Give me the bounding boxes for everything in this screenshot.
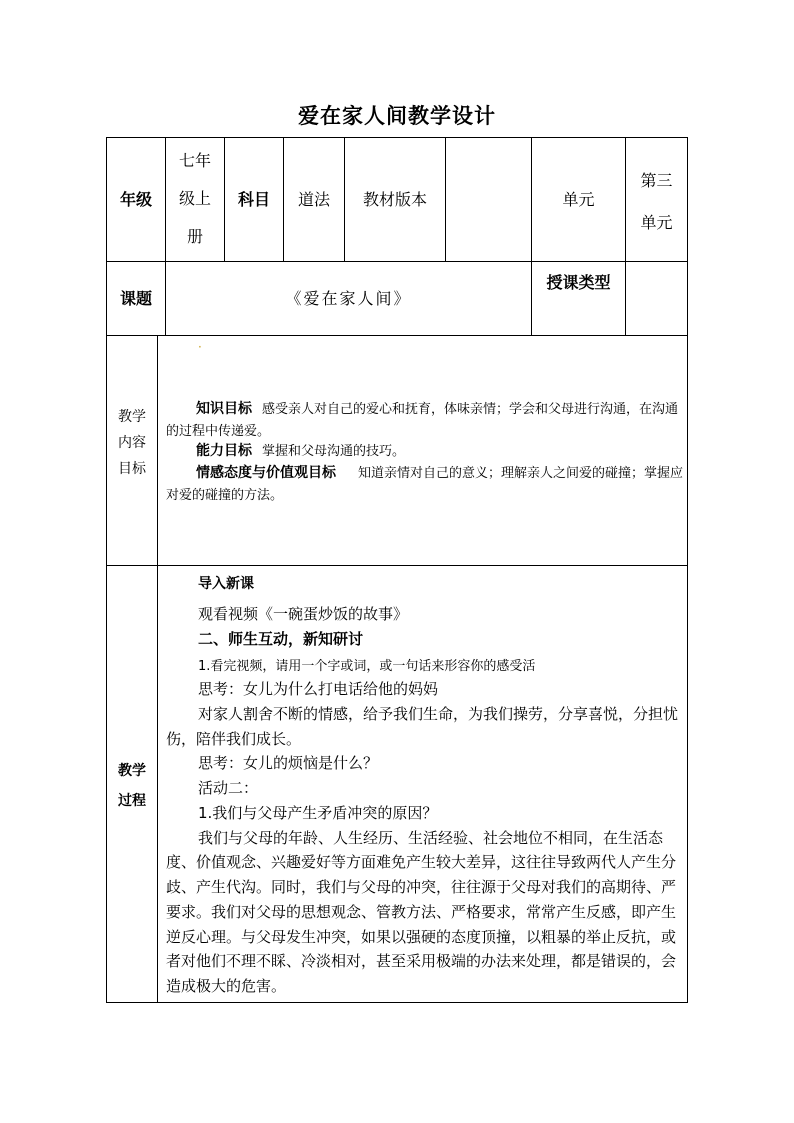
emotion-goal-text: 知道亲情对自己的意义；理解亲人之间爱的碰撞；掌握应对爱的碰撞的方法。: [166, 466, 684, 504]
subject-value: 道法: [297, 190, 330, 209]
document-title: 爱在家人间教学设计: [298, 104, 496, 128]
ability-goal-head: 能力目标: [196, 443, 252, 459]
process-label: 教学 过程: [118, 763, 146, 809]
emotion-goal: [166, 462, 684, 507]
process-content: [166, 573, 682, 999]
grade-value: 七年 级上 册: [178, 151, 211, 246]
process-line-think-two: 思考：女儿的烦恼是什么？: [198, 754, 379, 773]
knowledge-goal-text: 感受亲人对自己的爱心和抚育，体味亲情；学会和父母进行沟通，在沟通的过程中传递爱。: [166, 402, 679, 440]
lesson-type-label: 授课类型: [546, 273, 611, 292]
topic-label: 课题: [119, 289, 152, 308]
knowledge-goal: [166, 398, 684, 443]
grade-label: 年级: [119, 190, 152, 209]
process-line-family-feeling: 对家人割舍不断的情感，给予我们生命，为我们操劳，分享喜悦，分担忧伤，陪伴我们成长。: [166, 704, 679, 748]
ability-goal: [166, 440, 684, 463]
knowledge-goal-head: 知识目标: [196, 401, 252, 417]
textbook-label: 教材版本: [362, 190, 427, 209]
process-line-question-one: 1.看完视频，请用一个字或词，或一句话来形容你的感受活: [198, 658, 536, 674]
process-line-think-one: 思考：女儿为什么打电话给他的妈妈: [198, 680, 439, 699]
process-line-video: 观看视频《一碗蛋炒饭的故事》: [198, 605, 409, 624]
unit-label: 单元: [562, 190, 595, 209]
ability-goal-text: 掌握和父母沟通的技巧。: [262, 444, 406, 459]
process-line-intro: 导入新课: [198, 576, 254, 592]
process-line-activity-two: 活动二：: [198, 779, 259, 798]
emotion-goal-head: 情感态度与价值观目标: [196, 465, 336, 481]
bullet-marker: ·: [198, 340, 202, 354]
process-line-conflict-question: 1.我们与父母产生矛盾冲突的原因？: [198, 803, 438, 822]
process-line-section-two: 二、师生互动，新知研讨: [198, 629, 364, 648]
goals-label: 教学 内容 目标: [118, 409, 146, 477]
subject-label: 科目: [237, 190, 270, 209]
process-line-conflict-answer: 我们与父母的年龄、人生经历、生活经验、社会地位不相同，在生活态度、价值观念、兴趣爱好等方面难免产生较大差异，这往往导致两代人产生分歧、产生代沟。同时，我们与父母的冲突，往往源于父母对我们的高期待、严要求。我们对父母的思想观念、管教方法、严格要求，常常产生反感，即产生逆反心理。与父母发生冲突，如果以强硬的态度顶撞，以粗暴的举止反抗，或者对他们不理不睬、冷淡相对，甚至采用极端的办法来处理，都是错误的，会造成极大的危害。: [166, 828, 677, 996]
topic-value: 《爱在家人间》: [285, 289, 412, 308]
unit-value: 第三 单元: [640, 171, 673, 232]
